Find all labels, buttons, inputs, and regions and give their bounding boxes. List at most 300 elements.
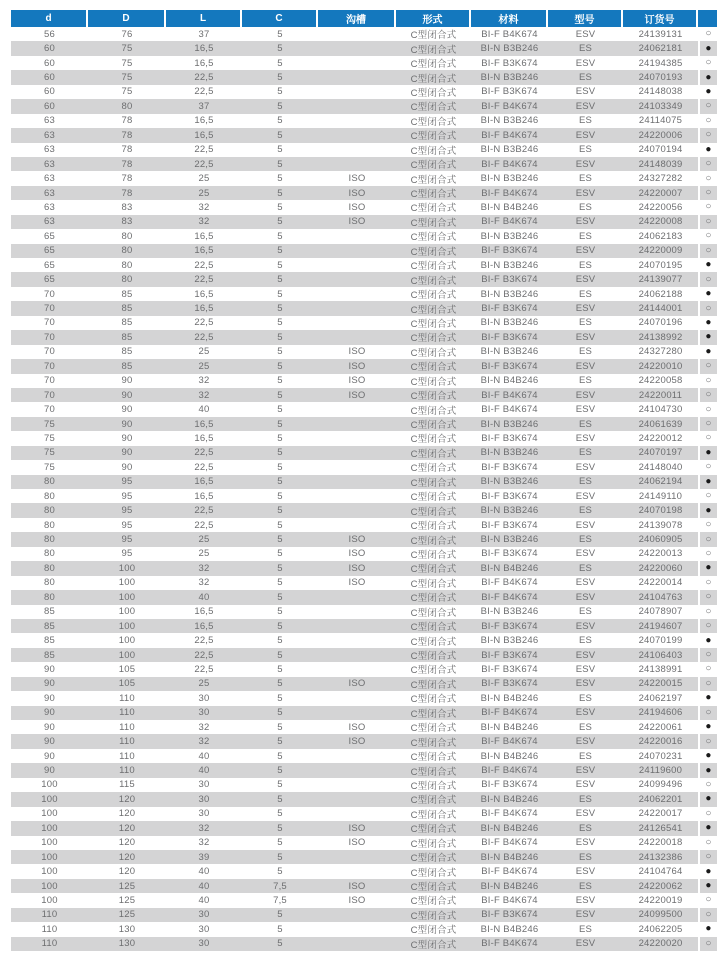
cell-model: ESV	[575, 519, 596, 531]
cell-model: ES	[578, 317, 593, 329]
cell-C: 5	[277, 707, 283, 719]
cell-groove	[318, 431, 396, 445]
cell-d: 85	[44, 635, 55, 647]
header-cell-d: d	[11, 10, 88, 27]
cell-order-number: 24194607	[638, 620, 683, 632]
cell-L: 22,5	[194, 317, 214, 329]
cell-C: 5	[277, 866, 283, 878]
cell-D: 83	[121, 216, 133, 228]
cell-D: 90	[121, 447, 133, 459]
cell-C: 5	[277, 938, 283, 950]
cell-form: C型闭合式	[410, 867, 457, 879]
cell-C: 5	[277, 115, 283, 127]
cell-L: 30	[198, 692, 210, 704]
header-cell-C: C	[242, 10, 318, 27]
cell-stock	[698, 792, 717, 806]
cell-material: BI-F B4K674	[481, 28, 538, 40]
cell-material: BI-F B3K674	[481, 548, 538, 560]
cell-C: 5	[277, 577, 283, 589]
cell-material: BI-N B4B246	[480, 923, 539, 935]
cell-C: 5	[277, 649, 283, 661]
cell-model: ESV	[575, 663, 596, 675]
cell-d: 70	[44, 346, 55, 358]
cell-C: 5	[277, 317, 283, 329]
header-cell-form: 形式	[396, 10, 471, 27]
cell-stock	[698, 633, 717, 647]
stock-dot-filled-icon: ●	[705, 345, 712, 357]
cell-order-number: 24062188	[638, 288, 683, 300]
cell-model: ESV	[575, 779, 596, 791]
cell-order-number: 24070197	[638, 447, 683, 459]
cell-material: BI-F B4K674	[481, 577, 538, 589]
cell-material: BI-F B3K674	[481, 620, 538, 632]
table-row	[11, 662, 717, 676]
cell-groove	[318, 157, 396, 171]
stock-dot-open-icon: ○	[705, 908, 712, 920]
cell-form: C型闭合式	[410, 622, 457, 634]
cell-D: 80	[121, 274, 133, 286]
cell-L: 30	[198, 909, 210, 921]
table-row	[11, 374, 717, 388]
cell-model: ESV	[575, 678, 596, 690]
cell-L: 22,5	[194, 144, 214, 156]
table-row	[11, 792, 717, 806]
cell-material: BI-F B4K674	[481, 389, 538, 401]
cell-form: C型闭合式	[410, 44, 457, 56]
cell-stock	[698, 807, 717, 821]
cell-C: 5	[277, 909, 283, 921]
cell-stock	[698, 778, 717, 792]
cell-form: C型闭合式	[410, 925, 457, 937]
cell-d: 60	[44, 57, 55, 69]
cell-d: 100	[41, 793, 58, 805]
cell-L: 22,5	[194, 86, 214, 98]
cell-order-number: 24220013	[638, 548, 683, 560]
cell-model: ES	[578, 880, 593, 892]
cell-material: BI-N B3B246	[480, 144, 539, 156]
cell-L: 40	[198, 765, 210, 777]
table-row	[11, 850, 717, 864]
stock-dot-open-icon: ○	[705, 28, 712, 40]
cell-L: 40	[198, 750, 210, 762]
stock-dot-open-icon: ○	[705, 605, 712, 617]
cell-order-number: 24220014	[638, 577, 683, 589]
cell-order-number: 24062194	[638, 476, 683, 488]
stock-dot-filled-icon: ●	[705, 692, 712, 704]
cell-form: C型闭合式	[410, 217, 457, 229]
cell-D: 90	[121, 432, 133, 444]
table-row	[11, 143, 717, 157]
table-row	[11, 157, 717, 171]
cell-model: ESV	[575, 86, 596, 98]
cell-model: ESV	[575, 303, 596, 315]
cell-model: ESV	[575, 360, 596, 372]
cell-groove	[318, 518, 396, 532]
cell-L: 30	[198, 793, 210, 805]
cell-stock	[698, 763, 717, 777]
cell-d: 85	[44, 649, 55, 661]
cell-groove	[318, 446, 396, 460]
cell-groove	[318, 143, 396, 157]
cell-form: C型闭合式	[410, 73, 457, 85]
cell-groove	[318, 503, 396, 517]
cell-material: BI-F B3K674	[481, 678, 538, 690]
cell-form: C型闭合式	[410, 347, 457, 359]
cell-groove	[318, 590, 396, 604]
cell-C: 5	[277, 158, 283, 170]
cell-order-number: 24220058	[638, 375, 683, 387]
cell-groove: ISO	[348, 822, 366, 834]
table-row	[11, 301, 717, 315]
cell-L: 40	[198, 894, 210, 906]
cell-model: ESV	[575, 736, 596, 748]
cell-D: 78	[121, 158, 133, 170]
cell-order-number: 24078907	[638, 606, 683, 618]
cell-D: 78	[121, 173, 133, 185]
cell-D: 80	[121, 245, 133, 257]
cell-groove	[318, 41, 396, 55]
cell-D: 90	[121, 461, 133, 473]
cell-stock	[698, 922, 717, 936]
cell-form: C型闭合式	[410, 492, 457, 504]
cell-D: 100	[118, 649, 136, 661]
cell-D: 95	[121, 505, 133, 517]
cell-model: ES	[578, 418, 593, 430]
cell-C: 5	[277, 620, 283, 632]
cell-D: 90	[121, 375, 133, 387]
cell-order-number: 24194606	[638, 707, 683, 719]
stock-dot-open-icon: ○	[705, 244, 712, 256]
cell-material: BI-F B4K674	[481, 866, 538, 878]
cell-stock	[698, 821, 717, 835]
cell-groove	[318, 763, 396, 777]
table-row	[11, 518, 717, 532]
cell-D: 85	[121, 331, 133, 343]
cell-stock	[698, 749, 717, 763]
stock-dot-filled-icon: ●	[705, 865, 712, 877]
cell-L: 32	[198, 389, 210, 401]
cell-d: 90	[44, 707, 55, 719]
cell-C: 5	[277, 404, 283, 416]
cell-stock	[698, 431, 717, 445]
cell-groove	[318, 807, 396, 821]
cell-d: 56	[44, 28, 55, 40]
cell-L: 22,5	[194, 635, 214, 647]
table-row	[11, 114, 717, 128]
cell-C: 5	[277, 534, 283, 546]
header-cell-L: L	[166, 10, 242, 27]
cell-groove	[318, 85, 396, 99]
cell-order-number: 24220015	[638, 678, 683, 690]
cell-L: 22,5	[194, 72, 214, 84]
cell-stock	[698, 402, 717, 416]
cell-L: 32	[198, 736, 210, 748]
cell-L: 22,5	[194, 519, 214, 531]
cell-model: ES	[578, 534, 593, 546]
cell-stock	[698, 836, 717, 850]
cell-groove	[318, 648, 396, 662]
cell-groove	[318, 706, 396, 720]
cell-form: C型闭合式	[410, 477, 457, 489]
cell-order-number: 24103349	[638, 100, 683, 112]
cell-stock	[698, 864, 717, 878]
cell-model: ES	[578, 447, 593, 459]
cell-L: 22,5	[194, 158, 214, 170]
cell-d: 70	[44, 404, 55, 416]
cell-d: 70	[44, 331, 55, 343]
table-row	[11, 778, 717, 792]
cell-groove: ISO	[348, 736, 366, 748]
cell-groove: ISO	[348, 389, 366, 401]
stock-dot-open-icon: ○	[705, 201, 712, 213]
stock-dot-open-icon: ○	[705, 158, 712, 170]
cell-material: BI-F B4K674	[481, 938, 538, 950]
table-row	[11, 258, 717, 272]
cell-form: C型闭合式	[410, 391, 457, 403]
cell-order-number: 24114075	[638, 115, 683, 127]
cell-order-number: 24220007	[638, 187, 683, 199]
cell-model: ESV	[575, 837, 596, 849]
cell-C: 5	[277, 288, 283, 300]
cell-d: 80	[44, 505, 55, 517]
cell-model: ESV	[575, 216, 596, 228]
cell-d: 100	[41, 851, 58, 863]
cell-model: ES	[578, 375, 593, 387]
stock-dot-open-icon: ○	[705, 620, 712, 632]
cell-order-number: 24220020	[638, 938, 683, 950]
cell-model: ES	[578, 346, 593, 358]
cell-L: 25	[198, 346, 210, 358]
stock-dot-open-icon: ○	[705, 114, 712, 126]
cell-order-number: 24220018	[638, 837, 683, 849]
cell-form: C型闭合式	[410, 737, 457, 749]
cell-groove	[318, 27, 396, 41]
cell-C: 5	[277, 418, 283, 430]
stock-dot-filled-icon: ●	[705, 85, 712, 97]
cell-stock	[698, 287, 717, 301]
cell-L: 25	[198, 678, 210, 690]
cell-stock	[698, 41, 717, 55]
cell-groove	[318, 850, 396, 864]
table-row	[11, 706, 717, 720]
cell-stock	[698, 648, 717, 662]
cell-stock	[698, 99, 717, 113]
cell-d: 80	[44, 591, 55, 603]
cell-d: 75	[44, 418, 55, 430]
cell-C: 5	[277, 389, 283, 401]
stock-dot-filled-icon: ●	[705, 475, 712, 487]
cell-model: ESV	[575, 389, 596, 401]
cell-d: 63	[44, 158, 55, 170]
cell-order-number: 24148038	[638, 86, 683, 98]
cell-groove	[318, 864, 396, 878]
table-row	[11, 460, 717, 474]
cell-C: 5	[277, 548, 283, 560]
cell-order-number: 24220010	[638, 360, 683, 372]
cell-groove	[318, 749, 396, 763]
cell-groove	[318, 633, 396, 647]
cell-material: BI-N B4B246	[480, 692, 539, 704]
cell-stock	[698, 316, 717, 330]
cell-material: BI-N B3B246	[480, 346, 539, 358]
cell-D: 78	[121, 187, 133, 199]
cell-groove	[318, 99, 396, 113]
stock-dot-open-icon: ○	[705, 547, 712, 559]
cell-groove	[318, 460, 396, 474]
cell-material: BI-N B3B246	[480, 447, 539, 459]
cell-d: 60	[44, 86, 55, 98]
cell-C: 5	[277, 274, 283, 286]
table-row	[11, 128, 717, 142]
table-row	[11, 56, 717, 70]
cell-order-number: 24070196	[638, 317, 683, 329]
cell-L: 40	[198, 866, 210, 878]
cell-order-number: 24139078	[638, 519, 683, 531]
cell-order-number: 24070199	[638, 635, 683, 647]
cell-material: BI-N B3B246	[480, 115, 539, 127]
cell-material: BI-N B3B246	[480, 259, 539, 271]
cell-stock	[698, 734, 717, 748]
cell-D: 80	[121, 230, 133, 242]
cell-D: 85	[121, 303, 133, 315]
cell-model: ES	[578, 72, 593, 84]
cell-groove	[318, 922, 396, 936]
cell-groove	[318, 114, 396, 128]
cell-material: BI-N B3B246	[480, 72, 539, 84]
cell-d: 63	[44, 216, 55, 228]
cell-C: 5	[277, 447, 283, 459]
cell-groove: ISO	[348, 894, 366, 906]
table-row	[11, 244, 717, 258]
cell-stock	[698, 85, 717, 99]
stock-dot-open-icon: ○	[705, 403, 712, 415]
cell-D: 78	[121, 129, 133, 141]
cell-form: C型闭合式	[410, 535, 457, 547]
cell-material: BI-N B3B246	[480, 173, 539, 185]
cell-groove	[318, 128, 396, 142]
cell-model: ES	[578, 562, 593, 574]
cell-material: BI-F B3K674	[481, 303, 538, 315]
cell-order-number: 24144001	[638, 303, 683, 315]
cell-material: BI-N B3B246	[480, 606, 539, 618]
cell-order-number: 24220016	[638, 736, 683, 748]
cell-model: ES	[578, 721, 593, 733]
stock-dot-open-icon: ○	[705, 663, 712, 675]
cell-form: C型闭合式	[410, 853, 457, 865]
cell-D: 110	[119, 707, 135, 719]
cell-stock	[698, 229, 717, 243]
cell-groove: ISO	[348, 577, 366, 589]
cell-D: 100	[118, 591, 136, 603]
cell-C: 5	[277, 331, 283, 343]
cell-material: BI-F B3K674	[481, 360, 538, 372]
cell-material: BI-F B3K674	[481, 86, 538, 98]
cell-d: 100	[41, 822, 58, 834]
cell-form: C型闭合式	[410, 766, 457, 778]
cell-L: 16,5	[194, 288, 214, 300]
stock-dot-filled-icon: ●	[705, 923, 712, 935]
cell-model: ESV	[575, 548, 596, 560]
cell-L: 16,5	[194, 115, 214, 127]
cell-d: 70	[44, 288, 55, 300]
cell-d: 90	[44, 765, 55, 777]
table-row	[11, 229, 717, 243]
cell-d: 70	[44, 375, 55, 387]
table-row	[11, 316, 717, 330]
cell-material: BI-F B4K674	[481, 765, 538, 777]
header-cell-model: 型号	[548, 10, 623, 27]
cell-d: 65	[44, 230, 55, 242]
table-row	[11, 561, 717, 575]
table-row	[11, 763, 717, 777]
cell-L: 22,5	[194, 663, 214, 675]
cell-d: 63	[44, 173, 55, 185]
table-header-row	[11, 10, 717, 27]
cell-C: 5	[277, 187, 283, 199]
table-row	[11, 937, 717, 951]
cell-groove	[318, 244, 396, 258]
cell-model: ES	[578, 606, 593, 618]
cell-d: 75	[44, 447, 55, 459]
cell-order-number: 24070195	[638, 259, 683, 271]
cell-stock	[698, 619, 717, 633]
cell-groove: ISO	[348, 678, 366, 690]
cell-material: BI-N B4B246	[480, 562, 539, 574]
cell-groove	[318, 937, 396, 951]
stock-dot-filled-icon: ●	[705, 793, 712, 805]
cell-material: BI-F B3K674	[481, 490, 538, 502]
cell-material: BI-N B4B246	[480, 750, 539, 762]
cell-C: 7,5	[273, 894, 287, 906]
cell-material: BI-N B4B246	[480, 851, 539, 863]
stock-dot-open-icon: ○	[705, 533, 712, 545]
table-row	[11, 633, 717, 647]
table-row	[11, 402, 717, 416]
stock-dot-open-icon: ○	[705, 836, 712, 848]
table-row	[11, 893, 717, 907]
cell-form: C型闭合式	[410, 87, 457, 99]
cell-L: 22,5	[194, 505, 214, 517]
cell-order-number: 24061639	[638, 418, 683, 430]
cell-L: 16,5	[194, 476, 214, 488]
table-row	[11, 749, 717, 763]
cell-model: ESV	[575, 432, 596, 444]
stock-dot-open-icon: ○	[705, 389, 712, 401]
cell-model: ESV	[575, 938, 596, 950]
cell-order-number: 24126541	[638, 822, 683, 834]
cell-stock	[698, 662, 717, 676]
cell-stock	[698, 720, 717, 734]
header-cell-groove: 沟槽	[318, 10, 396, 27]
cell-model: ESV	[575, 765, 596, 777]
cell-groove	[318, 908, 396, 922]
cell-material: BI-F B4K674	[481, 100, 538, 112]
table-row	[11, 734, 717, 748]
cell-material: BI-F B3K674	[481, 274, 538, 286]
cell-d: 65	[44, 245, 55, 257]
cell-groove: ISO	[348, 187, 366, 199]
table-row	[11, 922, 717, 936]
cell-d: 100	[41, 894, 58, 906]
cell-C: 5	[277, 259, 283, 271]
cell-d: 63	[44, 144, 55, 156]
table-row	[11, 27, 717, 41]
stock-dot-open-icon: ○	[705, 302, 712, 314]
cell-D: 115	[119, 779, 135, 791]
cell-C: 5	[277, 721, 283, 733]
stock-dot-open-icon: ○	[705, 57, 712, 69]
cell-C: 5	[277, 562, 283, 574]
